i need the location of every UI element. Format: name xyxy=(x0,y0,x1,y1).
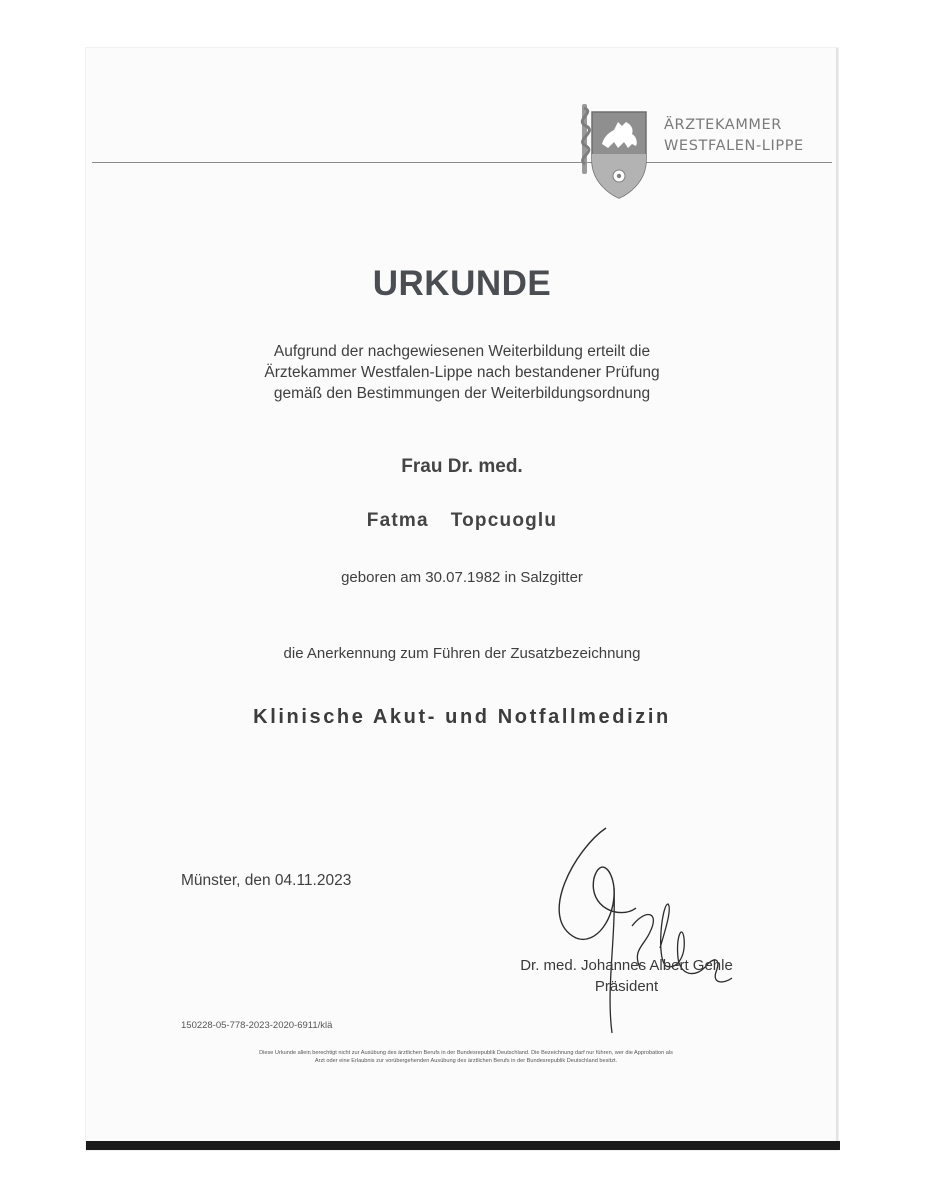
handwritten-signature xyxy=(536,808,736,1038)
footnote-line-2: Arzt oder eine Erlaubnis zur vorübergehenden Ausübung des ärztlichen Berufs in der Bundesrepublik Deutschland besitzt. xyxy=(314,1058,618,1064)
recipient-first-name: Fatma xyxy=(366,510,429,531)
recognition-text: die Anerkennung zum Führen der Zusatzbezeichnung xyxy=(283,645,641,662)
coat-of-arms-icon xyxy=(574,98,654,202)
recipient-name xyxy=(86,510,838,532)
reference-number: 150228-05-778-2023-2020-6911/klä xyxy=(181,1020,333,1031)
document-title: URKUNDE xyxy=(372,264,552,303)
page-bottom-edge xyxy=(86,1141,840,1150)
intro-line-2: Ärztekammer Westfalen-Lippe nach bestandener Prüfung xyxy=(264,364,660,381)
legal-footnote xyxy=(146,1049,786,1065)
organization-name-line-1: ÄRZTEKAMMER xyxy=(664,117,782,133)
intro-line-3: gemäß den Bestimmungen der Weiterbildungsordnung xyxy=(273,385,651,402)
birth-details: geboren am 30.07.1982 in Salzgitter xyxy=(341,569,583,586)
recipient-salutation: Frau Dr. med. xyxy=(401,456,523,477)
signer-block xyxy=(494,955,759,997)
footnote-line-1: Diese Urkunde allein berechtigt nicht zur Ausübung des ärztlichen Berufs in der Bundesrepublik Deutschland. Die Bezeichnung darf nur führen, wer die Approbation als xyxy=(259,1050,673,1056)
header-rule xyxy=(92,162,832,163)
certificate-page xyxy=(86,48,838,1150)
organization-name-line-2: WESTFALEN-LIPPE xyxy=(664,138,804,154)
place-and-date: Münster, den 04.11.2023 xyxy=(181,872,352,889)
organization-name xyxy=(664,115,804,157)
signer-name: Dr. med. Johannes Albert Gehle xyxy=(520,957,733,974)
specialty-designation: Klinische Akut- und Notfallmedizin xyxy=(253,706,671,728)
signer-role: Präsident xyxy=(594,978,659,995)
recipient-last-name: Topcuoglu xyxy=(450,510,558,531)
intro-text xyxy=(86,341,838,404)
intro-line-1: Aufgrund der nachgewiesenen Weiterbildung erteilt die xyxy=(273,343,651,360)
page-right-edge xyxy=(836,48,838,1148)
